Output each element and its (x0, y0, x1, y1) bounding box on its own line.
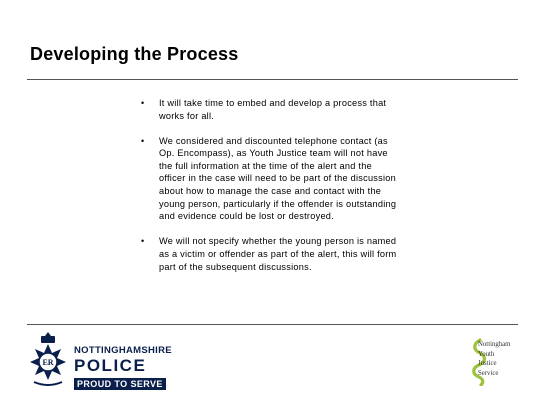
bullet-item (141, 235, 399, 273)
bullet-item (141, 135, 399, 223)
title-divider (27, 79, 518, 80)
bullet-text: We considered and discounted telephone contact (as Op. Encompass), as Youth Justice team will not have the full information at the time of the alert and the officer in the case will need to be part of the discussion about how to manage the case and contact with the young person, particularly if the offender is outstanding and evidence could be lost or destroyed. (159, 135, 397, 222)
bullet-item (141, 97, 399, 122)
yjs-line: Youth (478, 350, 495, 358)
police-title-line: POLICE (74, 356, 147, 375)
bullet-dot: • (141, 236, 145, 247)
bullet-text: It will take time to embed and develop a process that works for all. (159, 98, 387, 121)
bullet-dot: • (141, 98, 145, 108)
yjs-line: Justice (478, 360, 497, 367)
slide-title: Developing the Process (30, 44, 239, 64)
youth-justice-service-logo (468, 338, 520, 386)
bullet-dot: • (141, 135, 145, 146)
yjs-text (478, 340, 510, 378)
yjs-line: Nottingham (478, 341, 511, 348)
footer-divider (27, 324, 518, 325)
nottinghamshire-police-logo (26, 330, 172, 389)
svg-text:ER: ER (42, 358, 54, 367)
police-wordmark (74, 345, 172, 392)
bullet-list (141, 97, 399, 286)
police-name-line: NOTTINGHAMSHIRE (74, 345, 172, 356)
bullet-text: We will not specify whether the young person is named as a victim or offender as part of the alert, this will form part of the subsequent discussions. (159, 236, 397, 272)
yjs-line: Service (478, 369, 499, 377)
police-crest-icon (26, 330, 70, 388)
police-motto-line: PROUD TO SERVE (74, 378, 166, 390)
